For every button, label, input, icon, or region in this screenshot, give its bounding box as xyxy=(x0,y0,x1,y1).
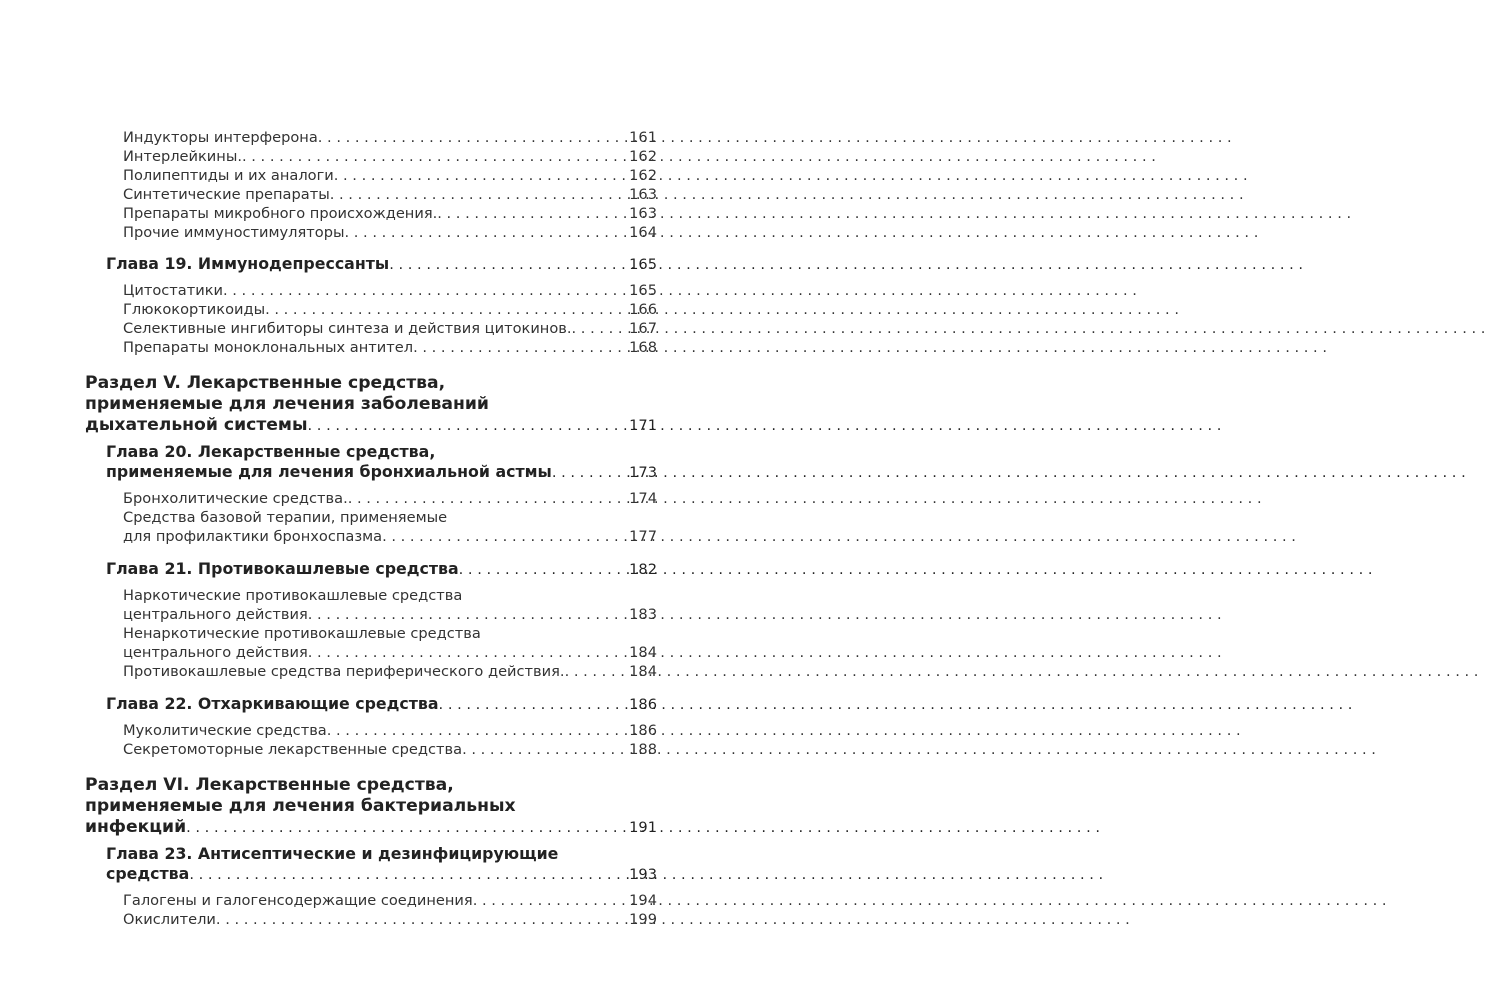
chapter-title: Глава 22. Отхаркивающие средства xyxy=(106,694,439,713)
toc-section-5-line2[interactable]: применяемые для лечения заболеваний xyxy=(85,394,489,414)
toc-entry-page: 164 xyxy=(629,224,657,241)
toc-entry-page: 162 xyxy=(629,148,657,165)
toc-leader-dots xyxy=(572,319,629,338)
toc-entry[interactable] xyxy=(85,740,657,759)
toc-leader-dots xyxy=(242,147,628,166)
toc-entry[interactable] xyxy=(85,891,657,910)
toc-leader-dots xyxy=(462,740,628,759)
toc-entry[interactable] xyxy=(85,605,657,624)
toc-entry[interactable] xyxy=(85,319,657,338)
toc-leader-dots xyxy=(389,255,628,275)
toc-section-6-line1[interactable]: Раздел VI. Лекарственные средства, xyxy=(85,775,454,795)
toc-entry-page: 161 xyxy=(629,129,657,146)
toc-entry-page: 194 xyxy=(629,892,657,909)
toc-leader-dots xyxy=(344,223,628,242)
toc-entry-title: Интерлейкины. xyxy=(123,148,242,165)
toc-entry-title: Противокашлевые средства периферического действия. xyxy=(123,663,565,680)
toc-entry-title: Индукторы интерферона xyxy=(123,129,318,146)
chapter-title: Глава 19. Иммунодепрессанты xyxy=(106,254,390,273)
toc-leader-dots xyxy=(473,891,628,910)
toc-leader-dots xyxy=(330,185,628,204)
section-title-line3: дыхательной системы xyxy=(85,415,308,435)
toc-leader-dots xyxy=(327,721,628,740)
toc-entry-page: 163 xyxy=(629,205,657,222)
toc-leader-dots xyxy=(223,281,628,300)
toc-chapter-20[interactable] xyxy=(85,462,657,483)
toc-entry[interactable] xyxy=(85,128,657,147)
section-page: 171 xyxy=(629,417,657,434)
section-page: 191 xyxy=(629,819,657,836)
chapter-page: 173 xyxy=(629,464,657,481)
toc-entry-title: Бронхолитические средства. xyxy=(123,490,348,507)
table-of-contents xyxy=(85,128,657,929)
toc-entry-line1[interactable]: Ненаркотические противокашлевые средства xyxy=(123,625,481,642)
toc-entry-title: Прочие иммуностимуляторы xyxy=(123,224,345,241)
toc-leader-dots xyxy=(189,865,628,885)
toc-entry-page: 168 xyxy=(629,339,657,356)
toc-chapter-21[interactable] xyxy=(85,559,657,580)
toc-entry-page: 184 xyxy=(629,644,657,661)
toc-chapter-23-line1[interactable]: Глава 23. Антисептические и дезинфицирующие xyxy=(106,844,559,863)
toc-leader-dots xyxy=(348,489,628,508)
section-title-line3: инфекций xyxy=(85,817,187,837)
toc-entry-line1[interactable]: Средства базовой терапии, применяемые xyxy=(123,509,448,526)
toc-leader-dots xyxy=(552,463,628,483)
chapter-title-line2: применяемые для лечения бронхиальной астмы xyxy=(106,462,552,481)
chapter-page: 165 xyxy=(629,256,657,273)
toc-entry-title-line2: для профилактики бронхоспазма xyxy=(123,528,383,545)
toc-entry-title-line2: центрального действия xyxy=(123,606,308,623)
toc-chapter-20-line1[interactable]: Глава 20. Лекарственные средства, xyxy=(106,442,436,461)
toc-leader-dots xyxy=(459,560,628,580)
toc-entry-page: 174 xyxy=(629,490,657,507)
toc-leader-dots xyxy=(439,695,629,715)
toc-leader-dots xyxy=(308,605,628,624)
toc-entry-page: 167 xyxy=(629,320,657,337)
toc-entry[interactable] xyxy=(85,300,657,319)
toc-entry-title: Препараты микробного происхождения. xyxy=(123,205,438,222)
toc-entry[interactable] xyxy=(85,281,657,300)
toc-entry-page: 166 xyxy=(629,301,657,318)
toc-entry-title: Цитостатики xyxy=(123,282,223,299)
toc-leader-dots xyxy=(318,128,628,147)
toc-entry-page: 184 xyxy=(629,663,657,680)
toc-entry-title: Селективные ингибиторы синтеза и действия цитокинов. xyxy=(123,320,572,337)
toc-leader-dots xyxy=(308,643,628,662)
toc-entry-page: 183 xyxy=(629,606,657,623)
toc-entry-title: Полипептиды и их аналоги xyxy=(123,167,334,184)
toc-section-5-line1[interactable]: Раздел V. Лекарственные средства, xyxy=(85,373,446,393)
toc-chapter-23[interactable] xyxy=(85,864,657,885)
toc-section-5[interactable] xyxy=(85,415,657,436)
toc-leader-dots xyxy=(265,300,628,319)
toc-entry[interactable] xyxy=(85,185,657,204)
toc-entry-page: 186 xyxy=(629,722,657,739)
toc-entry-page: 163 xyxy=(629,186,657,203)
toc-leader-dots xyxy=(186,817,628,838)
toc-entry-title-line2: центрального действия xyxy=(123,644,308,661)
toc-entry[interactable] xyxy=(85,338,657,357)
toc-entry[interactable] xyxy=(85,721,657,740)
toc-leader-dots xyxy=(216,910,628,929)
toc-entry-title: Секретомоторные лекарственные средства xyxy=(123,741,463,758)
toc-chapter-22[interactable] xyxy=(85,694,657,715)
toc-section-6-line2[interactable]: применяемые для лечения бактериальных xyxy=(85,796,516,816)
chapter-title-line2: средства xyxy=(106,864,190,883)
toc-chapter-19[interactable] xyxy=(85,254,657,275)
toc-entry-line1[interactable]: Наркотические противокашлевые средства xyxy=(123,587,463,604)
chapter-page: 193 xyxy=(629,866,657,883)
toc-entry-title: Окислители xyxy=(123,911,216,928)
toc-entry[interactable] xyxy=(85,662,657,681)
toc-entry-page: 165 xyxy=(629,282,657,299)
toc-entry-title: Галогены и галогенсодержащие соединения xyxy=(123,892,473,909)
toc-entry[interactable] xyxy=(85,527,657,546)
chapter-page: 182 xyxy=(629,561,657,578)
chapter-title: Глава 21. Противокашлевые средства xyxy=(106,559,459,578)
toc-leader-dots xyxy=(437,204,628,223)
toc-entry[interactable] xyxy=(85,910,657,929)
chapter-page: 186 xyxy=(629,696,657,713)
toc-leader-dots xyxy=(382,527,628,546)
toc-entry-page: 188 xyxy=(629,741,657,758)
toc-entry[interactable] xyxy=(85,204,657,223)
toc-entry[interactable] xyxy=(85,147,657,166)
toc-leader-dots xyxy=(565,662,629,681)
toc-entry-page: 199 xyxy=(629,911,657,928)
toc-entry-page: 162 xyxy=(629,167,657,184)
toc-entry[interactable] xyxy=(85,223,657,242)
toc-entry-title: Синтетические препараты xyxy=(123,186,330,203)
toc-entry-title: Глюкокортикоиды xyxy=(123,301,266,318)
toc-leader-dots xyxy=(334,166,628,185)
toc-entry-title: Муколитические средства xyxy=(123,722,327,739)
toc-entry[interactable] xyxy=(85,166,657,185)
toc-leader-dots xyxy=(308,415,629,436)
toc-section-6[interactable] xyxy=(85,817,657,838)
toc-entry-page: 177 xyxy=(629,528,657,545)
toc-entry-title: Препараты моноклональных антител xyxy=(123,339,414,356)
toc-entry[interactable] xyxy=(85,643,657,662)
toc-entry[interactable] xyxy=(85,489,657,508)
toc-leader-dots xyxy=(413,338,628,357)
